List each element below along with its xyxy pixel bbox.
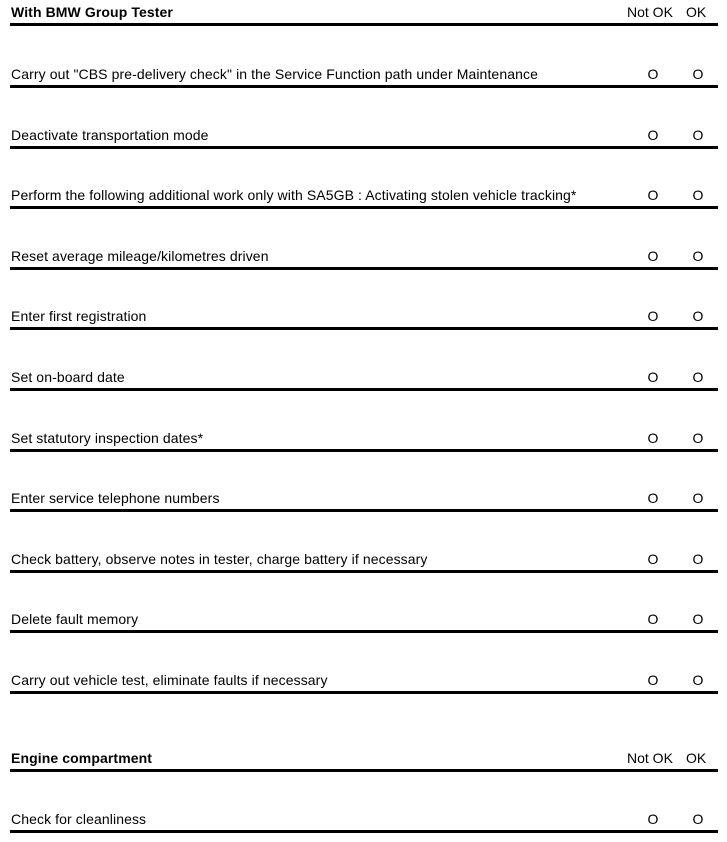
checklist-row bbox=[10, 422, 718, 452]
checklist-row bbox=[10, 603, 718, 633]
checklist-row bbox=[10, 361, 718, 391]
ok-checkbox[interactable]: O bbox=[692, 430, 704, 446]
ok-checkbox[interactable]: O bbox=[692, 127, 704, 143]
not-ok-checkbox[interactable]: O bbox=[647, 551, 659, 567]
checklist-item-label: Carry out vehicle test, eliminate faults if necessary bbox=[11, 672, 328, 688]
section-title: With BMW Group Tester bbox=[11, 4, 173, 20]
column-header-ok: OK bbox=[686, 4, 707, 20]
column-header-not-ok: Not OK bbox=[627, 750, 673, 766]
checklist-row bbox=[10, 803, 718, 833]
ok-checkbox[interactable]: O bbox=[692, 187, 704, 203]
checklist-item-label: Set statutory inspection dates* bbox=[11, 430, 204, 446]
not-ok-checkbox[interactable]: O bbox=[647, 248, 659, 264]
not-ok-checkbox[interactable]: O bbox=[647, 811, 659, 827]
checklist-row bbox=[10, 543, 718, 573]
not-ok-checkbox[interactable]: O bbox=[647, 369, 659, 385]
not-ok-checkbox[interactable]: O bbox=[647, 672, 659, 688]
checklist-row bbox=[10, 482, 718, 512]
column-header-not-ok: Not OK bbox=[627, 4, 673, 20]
checklist-item-label: Check for cleanliness bbox=[11, 811, 147, 827]
checklist-item-label: Check battery, observe notes in tester, charge battery if necessary bbox=[11, 551, 428, 567]
checklist-row bbox=[10, 179, 718, 209]
not-ok-checkbox[interactable]: O bbox=[647, 430, 659, 446]
checklist-row bbox=[10, 300, 718, 330]
checklist-item-label: Deactivate transportation mode bbox=[11, 127, 209, 143]
ok-checkbox[interactable]: O bbox=[692, 611, 704, 627]
not-ok-checkbox[interactable]: O bbox=[647, 490, 659, 506]
not-ok-checkbox[interactable]: O bbox=[647, 127, 659, 143]
ok-checkbox[interactable]: O bbox=[692, 490, 704, 506]
ok-checkbox[interactable]: O bbox=[692, 811, 704, 827]
not-ok-checkbox[interactable]: O bbox=[647, 66, 659, 82]
checklist-item-label: Carry out "CBS pre-delivery check" in the Service Function path under Maintenance bbox=[11, 66, 538, 82]
checklist-row bbox=[10, 240, 718, 270]
checklist-row bbox=[10, 58, 718, 88]
ok-checkbox[interactable]: O bbox=[692, 369, 704, 385]
checklist-item-label: Enter service telephone numbers bbox=[11, 490, 220, 506]
not-ok-checkbox[interactable]: O bbox=[647, 611, 659, 627]
ok-checkbox[interactable]: O bbox=[692, 248, 704, 264]
checklist-item-label: Enter first registration bbox=[11, 308, 147, 324]
section-title: Engine compartment bbox=[11, 750, 153, 766]
checklist-row bbox=[10, 664, 718, 694]
not-ok-checkbox[interactable]: O bbox=[647, 308, 659, 324]
checklist-item-label: Perform the following additional work only with SA5GB : Activating stolen vehicle tracking* bbox=[11, 187, 577, 203]
ok-checkbox[interactable]: O bbox=[692, 672, 704, 688]
ok-checkbox[interactable]: O bbox=[692, 308, 704, 324]
section-header bbox=[10, 0, 718, 26]
checklist-item-label: Reset average mileage/kilometres driven bbox=[11, 248, 269, 264]
section-header bbox=[10, 742, 718, 772]
ok-checkbox[interactable]: O bbox=[692, 551, 704, 567]
checklist-row bbox=[10, 119, 718, 149]
checklist-item-label: Set on-board date bbox=[11, 369, 125, 385]
not-ok-checkbox[interactable]: O bbox=[647, 187, 659, 203]
checklist-item-label: Delete fault memory bbox=[11, 611, 139, 627]
column-header-ok: OK bbox=[686, 750, 707, 766]
ok-checkbox[interactable]: O bbox=[692, 66, 704, 82]
